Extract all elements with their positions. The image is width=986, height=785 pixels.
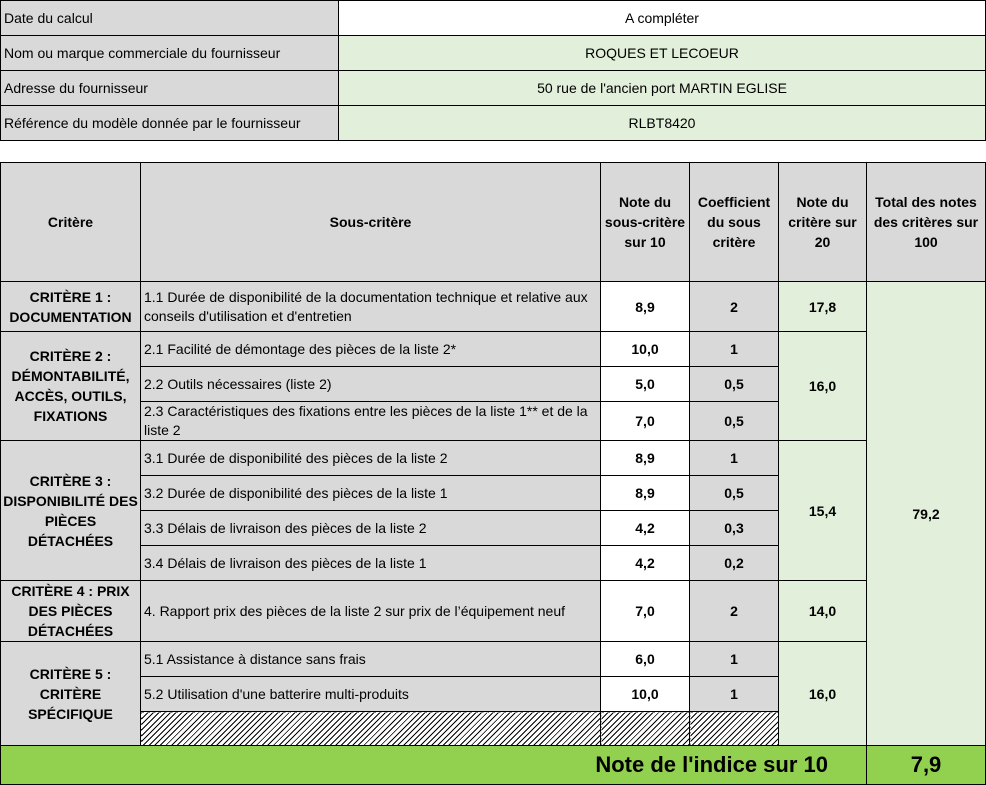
header-critere: Critère	[1, 163, 141, 282]
table-row	[1, 642, 986, 677]
header-note-sous-critere: Note du sous-critère sur 10	[601, 163, 690, 282]
sous-critere-coef: 2	[690, 282, 779, 332]
index-label: Note de l'indice sur 10	[1, 746, 867, 785]
header-row	[1, 163, 986, 282]
sous-critere-note[interactable]: 10,0	[601, 332, 690, 367]
critere-score: 16,0	[779, 332, 867, 441]
sous-critere-coef: 1	[690, 332, 779, 367]
supplier-info-table	[0, 0, 986, 141]
sous-critere-label: 2.1 Facilité de démontage des pièces de la liste 2*	[141, 332, 601, 367]
critere-score: 15,4	[779, 441, 867, 581]
sous-critere-coef: 0,5	[690, 476, 779, 511]
sous-critere-note[interactable]: 7,0	[601, 581, 690, 642]
criteria-table	[0, 162, 986, 785]
sous-critere-coef: 0,2	[690, 546, 779, 581]
sous-critere-coef: 1	[690, 441, 779, 476]
sous-critere-label: 3.4 Délais de livraison des pièces de la liste 1	[141, 546, 601, 581]
info-value[interactable]: 50 rue de l'ancien port MARTIN EGLISE	[339, 71, 986, 106]
table-row	[1, 581, 986, 642]
sous-critere-note[interactable]: 8,9	[601, 282, 690, 332]
sous-critere-coef: 0,5	[690, 367, 779, 402]
sous-critere-label: 3.3 Délais de livraison des pièces de la liste 2	[141, 511, 601, 546]
total-score: 79,2	[867, 282, 986, 746]
sous-critere-note[interactable]: 8,9	[601, 476, 690, 511]
critere-label: CRITÈRE 2 : DÉMONTABILITÉ, ACCÈS, OUTILS, FIXATIONS	[1, 332, 141, 441]
info-row	[1, 1, 986, 36]
header-total: Total des notes des critères sur 100	[867, 163, 986, 282]
critere-label: CRITÈRE 1 : DOCUMENTATION	[1, 282, 141, 332]
sous-critere-note[interactable]: 4,2	[601, 546, 690, 581]
table-row	[1, 332, 986, 367]
sous-critere-label: 2.3 Caractéristiques des fixations entre les pièces de la liste 1** et de la liste 2	[141, 402, 601, 441]
sous-critere-note[interactable]: 6,0	[601, 642, 690, 677]
sous-critere-label: 3.1 Durée de disponibilité des pièces de la liste 2	[141, 441, 601, 476]
table-row	[1, 441, 986, 476]
sous-critere-coef: 1	[690, 642, 779, 677]
hatched-cell	[141, 712, 601, 746]
info-label: Adresse du fournisseur	[1, 71, 339, 106]
critere-label: CRITÈRE 3 : DISPONIBILITÉ DES PIÈCES DÉTACHÉES	[1, 441, 141, 581]
critere-label: CRITÈRE 5 : CRITÈRE SPÉCIFIQUE	[1, 642, 141, 746]
header-sous-critere: Sous-critère	[141, 163, 601, 282]
hatched-cell	[690, 712, 779, 746]
sous-critere-coef: 1	[690, 677, 779, 712]
sous-critere-note[interactable]: 4,2	[601, 511, 690, 546]
info-label: Référence du modèle donnée par le fournisseur	[1, 106, 339, 141]
header-note-critere: Note du critère sur 20	[779, 163, 867, 282]
index-value: 7,9	[867, 746, 986, 785]
critere-score: 17,8	[779, 282, 867, 332]
info-label: Nom ou marque commerciale du fournisseur	[1, 36, 339, 71]
header-coefficient: Coefficient du sous critère	[690, 163, 779, 282]
footer-row	[1, 746, 986, 785]
sous-critere-coef: 0,5	[690, 402, 779, 441]
critere-score: 16,0	[779, 642, 867, 746]
sous-critere-note[interactable]: 10,0	[601, 677, 690, 712]
hatched-cell	[601, 712, 690, 746]
sous-critere-note[interactable]: 7,0	[601, 402, 690, 441]
critere-score: 14,0	[779, 581, 867, 642]
info-value[interactable]: ROQUES ET LECOEUR	[339, 36, 986, 71]
sous-critere-label: 5.1 Assistance à distance sans frais	[141, 642, 601, 677]
sous-critere-label: 4. Rapport prix des pièces de la liste 2 sur prix de l’équipement neuf	[141, 581, 601, 642]
sous-critere-coef: 0,3	[690, 511, 779, 546]
info-value[interactable]: RLBT8420	[339, 106, 986, 141]
table-row	[1, 282, 986, 332]
sous-critere-coef: 2	[690, 581, 779, 642]
sous-critere-label: 5.2 Utilisation d'une batterire multi-produits	[141, 677, 601, 712]
critere-label: CRITÈRE 4 : PRIX DES PIÈCES DÉTACHÉES	[1, 581, 141, 642]
info-row	[1, 71, 986, 106]
info-row	[1, 36, 986, 71]
sous-critere-note[interactable]: 5,0	[601, 367, 690, 402]
info-value[interactable]: A compléter	[339, 1, 986, 36]
sous-critere-label: 3.2 Durée de disponibilité des pièces de la liste 1	[141, 476, 601, 511]
sous-critere-label: 2.2 Outils nécessaires (liste 2)	[141, 367, 601, 402]
sous-critere-note[interactable]: 8,9	[601, 441, 690, 476]
info-row	[1, 106, 986, 141]
info-label: Date du calcul	[1, 1, 339, 36]
sous-critere-label: 1.1 Durée de disponibilité de la documentation technique et relative aux conseils d'utilisation et d'entretien	[141, 282, 601, 332]
